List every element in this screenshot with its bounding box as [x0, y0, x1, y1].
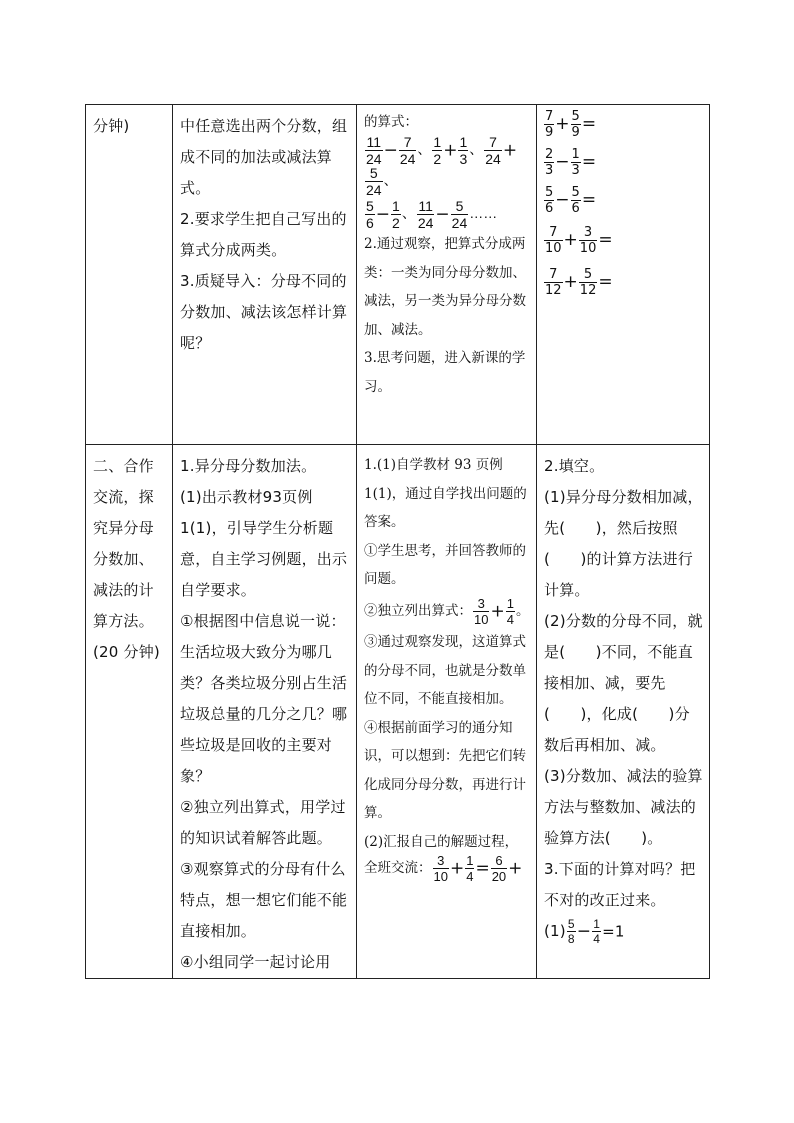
lesson-plan-table: [85, 104, 710, 979]
fraction: $\frac{1}{2}$: [392, 198, 400, 231]
fraction: $\frac{1}{3}$: [571, 146, 580, 178]
teacher-activity-text: ③观察算式的分母有什么特点，想一想它们能不能直接相加。: [180, 860, 348, 940]
student-activity-text: [364, 594, 530, 629]
fraction: $\frac{3}{10}$: [579, 224, 597, 256]
operator: −: [555, 152, 570, 172]
fraction: $\frac{11}{24}$: [366, 134, 382, 167]
student-activity-text: [364, 830, 530, 883]
example-expressions: [364, 199, 530, 230]
plus-sign: +: [490, 601, 505, 621]
minus-sign: −: [576, 921, 592, 942]
stage-cell: [86, 105, 173, 445]
teacher-activity-text: ①根据图中信息说一说：生活垃圾大致分为哪几类？各类垃圾分别占生活垃圾总量的几分之几？哪些垃圾是回收的主要对象？: [180, 612, 348, 785]
stage-text: 分钟): [93, 117, 130, 135]
equation: [543, 219, 705, 261]
ellipsis: ……: [469, 205, 498, 222]
plus-sign: +: [508, 858, 523, 878]
teacher-activity-cell: [173, 445, 357, 979]
teacher-activity-text: 3.质疑导入：分母不同的分数加、减法该怎样计算呢？: [180, 272, 348, 352]
fraction: $\frac{1}{3}$: [459, 134, 468, 167]
fraction: $\frac{2}{3}$: [545, 146, 554, 178]
minus-sign: −: [383, 140, 398, 161]
text-segment: (1): [544, 922, 566, 940]
fraction: $\frac{5}{24}$: [366, 165, 382, 198]
student-activity-text: ①学生思考，并回答教师的问题。: [364, 542, 526, 587]
fraction: $\frac{5}{9}$: [571, 108, 580, 140]
student-activity-text: 的算式：: [364, 114, 418, 130]
fraction: $\frac{5}{6}$: [366, 198, 374, 231]
plus-sign: +: [449, 858, 465, 878]
fraction: $\frac{7}{9}$: [545, 108, 554, 140]
teacher-activity-text: 2.要求学生把自己写出的算式分成两类。: [180, 210, 347, 259]
operator: +: [563, 230, 578, 250]
fraction: $\frac{1}{2}$: [433, 134, 442, 167]
stage-text: 二、合作交流，探究异分母分数加、减法的计算方法。(20 分钟): [93, 457, 160, 661]
fraction: $\frac{7}{24}$: [399, 134, 416, 167]
fraction: $\frac{5}{8}$: [567, 917, 575, 946]
fraction: $\frac{5}{6}$: [545, 184, 554, 216]
equation: [543, 261, 705, 303]
stage-cell: [86, 445, 173, 979]
fraction: $\frac{6}{20}$: [491, 852, 507, 884]
fraction: $\frac{7}{24}$: [485, 134, 501, 167]
fraction: $\frac{3}{10}$: [474, 595, 489, 627]
fraction: $\frac{5}{24}$: [451, 198, 468, 231]
equation: [543, 105, 705, 143]
teacher-activity-text: (1)出示教材93页例1(1)，引导学生分析题意，自主学习例题，出示自学要求。: [180, 488, 348, 599]
equals-sign: =: [581, 152, 597, 172]
fraction: $\frac{7}{10}$: [545, 224, 562, 256]
exercise-text: (1)异分母分数相加减，先( )，然后按照( )的计算方法进行计算。: [544, 488, 703, 599]
equals-sign: =: [475, 858, 490, 878]
student-activity-cell: [357, 105, 537, 445]
equation: [543, 143, 705, 181]
fraction: $\frac{5}{6}$: [571, 184, 580, 216]
separator: 、: [383, 172, 398, 189]
student-activity-text: ④根据前面学习的通分知识，可以想到：先把它们转化成同分母分数，再进行计算。: [364, 719, 526, 821]
operator: +: [563, 272, 578, 292]
teacher-activity-cell: [173, 105, 357, 445]
teacher-activity-text: 中任意选出两个分数，组成不同的加法或减法算式。: [180, 117, 348, 197]
student-activity-text: ③通过观察发现，这道算式的分母不同，也就是分数单位不同，不能直接相加。: [364, 634, 526, 707]
example-expressions: [364, 135, 530, 197]
plus-sign: +: [443, 140, 458, 161]
operator: +: [555, 114, 570, 134]
teacher-activity-text: ④小组同学一起讨论用: [180, 953, 331, 971]
fraction: $\frac{5}{12}$: [579, 266, 597, 298]
table-row: [86, 445, 710, 979]
separator: 、: [401, 205, 416, 222]
plus-sign: +: [502, 140, 518, 161]
equals-sign: =: [581, 190, 597, 210]
minus-sign: −: [435, 204, 450, 225]
equals-sign: =: [581, 114, 597, 134]
equals-sign: =: [598, 272, 613, 292]
table-row: [86, 105, 710, 445]
student-activity-text: 3.思考问题，进入新课的学习。: [364, 350, 526, 395]
exercise-cell: [537, 105, 710, 445]
exercise-text: 2.填空。: [544, 457, 605, 475]
minus-sign: −: [375, 204, 391, 225]
equation: [543, 181, 705, 219]
fraction: $\frac{1}{4}$: [506, 595, 514, 627]
separator: 、: [417, 141, 432, 158]
teacher-activity-text: ②独立列出算式，用学过的知识试着解答此题。: [180, 798, 346, 847]
equals-sign: =: [598, 230, 613, 250]
fraction: $\frac{1}{4}$: [466, 852, 474, 884]
exercise-cell: [537, 445, 710, 979]
fraction: $\frac{3}{10}$: [433, 852, 448, 884]
fraction: $\frac{7}{12}$: [545, 266, 562, 298]
exercise-text: [544, 916, 703, 947]
text-segment: ②独立列出算式：: [364, 602, 472, 619]
operator: −: [555, 190, 570, 210]
fraction: $\frac{1}{4}$: [593, 917, 601, 946]
exercise-text: (3)分数加、减法的验算方法与整数加、减法的验算方法( )。: [544, 767, 703, 847]
student-activity-text: 1.(1)自学教材 93 页例1(1)，通过自学找出问题的答案。: [364, 457, 527, 530]
result: =1: [602, 922, 625, 941]
exercise-text: 3.下面的计算对吗？把不对的改正过来。: [544, 860, 696, 909]
student-activity-text: 2.通过观察，把算式分成两类：一类为同分母分数加、减法，另一类为异分母分数加、减法。: [364, 236, 526, 338]
separator: 、: [469, 141, 484, 158]
teacher-activity-text: 1.异分母分数加法。: [180, 457, 317, 475]
fraction: $\frac{11}{24}$: [417, 198, 434, 231]
exercise-text: (2)分数的分母不同，就是( )不同，不能直接相加、减，要先( )，化成( )分数后再相加、减。: [544, 612, 703, 754]
text-segment: (2)汇报自己的解题过程，全班交流：: [364, 833, 519, 876]
period: 。: [515, 602, 530, 619]
student-activity-cell: [357, 445, 537, 979]
